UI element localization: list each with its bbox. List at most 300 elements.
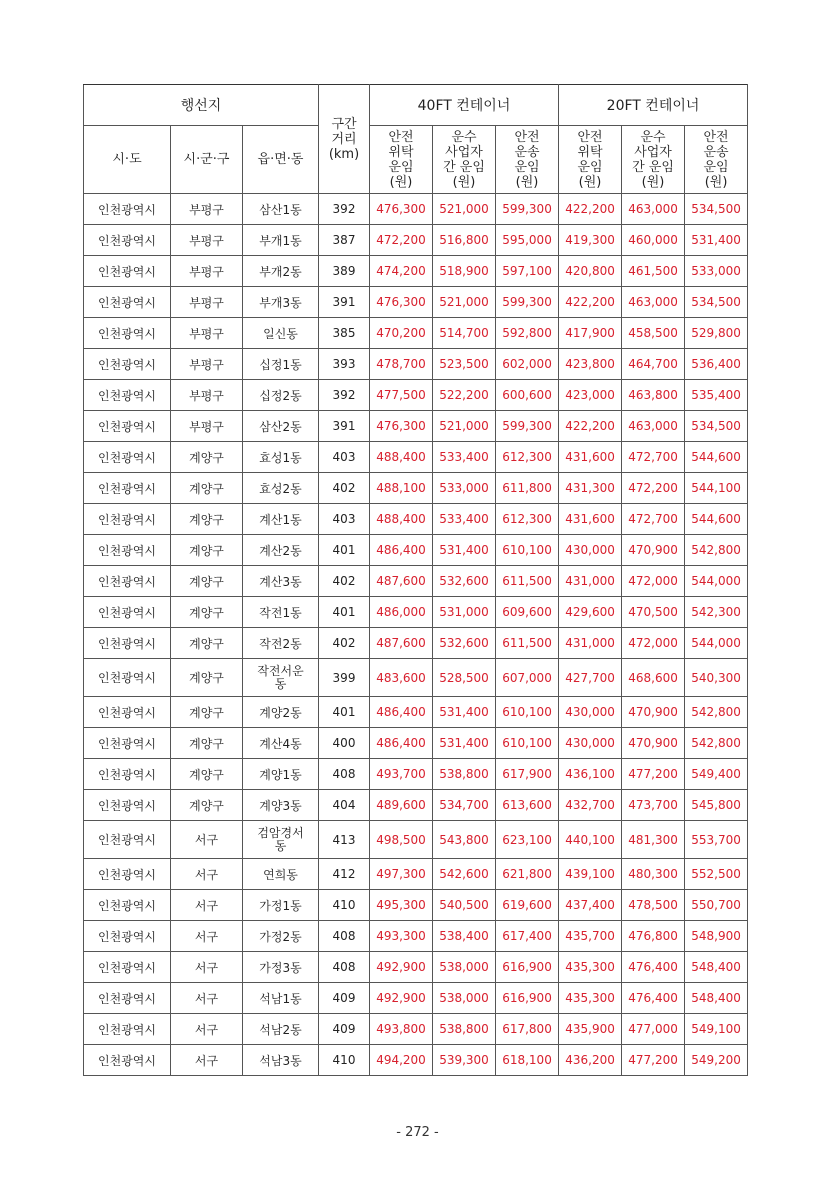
sigungu-header: 시·군·구 [171, 126, 243, 194]
20ft-consign-fare-cell: 422,200 [559, 411, 622, 442]
20ft-consign-fare-cell: 437,400 [559, 890, 622, 921]
sido-cell: 인천광역시 [84, 411, 171, 442]
20ft-transport-fare-cell: 548,900 [685, 921, 748, 952]
20ft-carrier-fare-cell: 464,700 [622, 349, 685, 380]
20ft-carrier-fare-cell: 476,400 [622, 983, 685, 1014]
20ft-carrier-fare-cell: 472,200 [622, 473, 685, 504]
40ft-transport-fare-cell: 623,100 [496, 821, 559, 859]
20ft-carrier-fare-cell: 480,300 [622, 859, 685, 890]
distance-cell: 409 [319, 983, 370, 1014]
20ft-transport-fare-cell: 540,300 [685, 659, 748, 697]
40ft-carrier-fare-cell: 540,500 [433, 890, 496, 921]
40ft-transport-fare-cell: 612,300 [496, 442, 559, 473]
table-row [84, 225, 748, 256]
distance-cell: 408 [319, 759, 370, 790]
20ft-consign-fare-cell: 431,000 [559, 566, 622, 597]
table-row [84, 597, 748, 628]
distance-cell: 404 [319, 790, 370, 821]
40ft-transport-fare-cell: 600,600 [496, 380, 559, 411]
dong-cell: 석남2동 [243, 1014, 319, 1045]
20ft-consign-fare-cell: 429,600 [559, 597, 622, 628]
distance-cell: 402 [319, 628, 370, 659]
sigungu-cell: 서구 [171, 983, 243, 1014]
40ft-consign-fare-cell: 476,300 [370, 287, 433, 318]
40ft-carrier-fare-cell: 534,700 [433, 790, 496, 821]
sigungu-cell: 부평구 [171, 380, 243, 411]
20ft-consign-fare-cell: 419,300 [559, 225, 622, 256]
40ft-carrier-fare-cell: 533,400 [433, 442, 496, 473]
20ft-transport-fare-cell: 534,500 [685, 287, 748, 318]
table-row [84, 921, 748, 952]
40ft-consign-fare-cell: 493,800 [370, 1014, 433, 1045]
dong-cell: 계양3동 [243, 790, 319, 821]
distance-cell: 403 [319, 442, 370, 473]
table-row [84, 566, 748, 597]
table-row [84, 790, 748, 821]
20ft-transport-fare-cell: 553,700 [685, 821, 748, 859]
table-row [84, 697, 748, 728]
20ft-consign-fare-cell: 430,000 [559, 697, 622, 728]
dong-cell: 계산2동 [243, 535, 319, 566]
dong-cell: 작전2동 [243, 628, 319, 659]
20ft-transport-fare-cell: 544,600 [685, 504, 748, 535]
40ft-carrier-fare-cell: 538,400 [433, 921, 496, 952]
dong-cell: 일신동 [243, 318, 319, 349]
20ft-transport-fare-cell: 550,700 [685, 890, 748, 921]
sido-cell: 인천광역시 [84, 225, 171, 256]
sigungu-cell: 계양구 [171, 504, 243, 535]
20ft-carrier-fare-cell: 477,000 [622, 1014, 685, 1045]
sigungu-cell: 계양구 [171, 442, 243, 473]
20ft-consign-fare-cell: 436,100 [559, 759, 622, 790]
40ft-transport-fare-cell: 617,800 [496, 1014, 559, 1045]
20ft-carrier-fare-cell: 476,800 [622, 921, 685, 952]
sido-cell: 인천광역시 [84, 659, 171, 697]
20ft-consign-fare-cell: 422,200 [559, 287, 622, 318]
sido-cell: 인천광역시 [84, 256, 171, 287]
sido-cell: 인천광역시 [84, 287, 171, 318]
table-row [84, 728, 748, 759]
table-row [84, 287, 748, 318]
20ft-carrier-fare-cell: 476,400 [622, 952, 685, 983]
40ft-transport-fare-cell: 611,500 [496, 628, 559, 659]
20ft-consign-fare-header: 안전 위탁 운임 (원) [559, 126, 622, 194]
sido-cell: 인천광역시 [84, 983, 171, 1014]
40ft-consign-fare-cell: 486,400 [370, 697, 433, 728]
40ft-transport-fare-cell: 617,900 [496, 759, 559, 790]
table-row [84, 442, 748, 473]
20ft-consign-fare-cell: 431,600 [559, 442, 622, 473]
table-row [84, 859, 748, 890]
40ft-consign-fare-cell: 477,500 [370, 380, 433, 411]
table-row [84, 628, 748, 659]
destination-header: 행선지 [84, 85, 319, 126]
40ft-carrier-fare-cell: 528,500 [433, 659, 496, 697]
table-row [84, 194, 748, 225]
dong-cell: 부개2동 [243, 256, 319, 287]
40ft-carrier-fare-cell: 523,500 [433, 349, 496, 380]
distance-cell: 402 [319, 473, 370, 504]
20ft-carrier-fare-cell: 478,500 [622, 890, 685, 921]
sido-cell: 인천광역시 [84, 566, 171, 597]
sido-cell: 인천광역시 [84, 380, 171, 411]
40ft-carrier-fare-cell: 521,000 [433, 287, 496, 318]
20ft-carrier-fare-cell: 472,000 [622, 566, 685, 597]
40ft-carrier-fare-cell: 533,000 [433, 473, 496, 504]
sido-cell: 인천광역시 [84, 859, 171, 890]
40ft-consign-fare-cell: 488,400 [370, 504, 433, 535]
table-row [84, 952, 748, 983]
sigungu-cell: 계양구 [171, 473, 243, 504]
sigungu-cell: 계양구 [171, 790, 243, 821]
40ft-consign-fare-cell: 478,700 [370, 349, 433, 380]
40ft-consign-fare-cell: 476,300 [370, 411, 433, 442]
40ft-transport-fare-cell: 616,900 [496, 952, 559, 983]
40ft-consign-fare-cell: 470,200 [370, 318, 433, 349]
sido-cell: 인천광역시 [84, 318, 171, 349]
40ft-carrier-fare-cell: 514,700 [433, 318, 496, 349]
distance-cell: 408 [319, 952, 370, 983]
20ft-carrier-fare-cell: 461,500 [622, 256, 685, 287]
20ft-transport-fare-cell: 533,000 [685, 256, 748, 287]
table-row [84, 1014, 748, 1045]
distance-cell: 391 [319, 411, 370, 442]
40ft-carrier-fare-cell: 538,000 [433, 952, 496, 983]
40ft-carrier-fare-cell: 533,400 [433, 504, 496, 535]
20ft-carrier-fare-cell: 470,500 [622, 597, 685, 628]
40ft-consign-fare-cell: 487,600 [370, 628, 433, 659]
sido-cell: 인천광역시 [84, 1045, 171, 1076]
40ft-consign-fare-cell: 498,500 [370, 821, 433, 859]
distance-cell: 401 [319, 535, 370, 566]
20ft-carrier-fare-cell: 463,000 [622, 411, 685, 442]
dong-cell: 작전1동 [243, 597, 319, 628]
20ft-transport-fare-cell: 548,400 [685, 952, 748, 983]
20ft-consign-fare-cell: 431,600 [559, 504, 622, 535]
40ft-transport-fare-cell: 607,000 [496, 659, 559, 697]
20ft-transport-fare-cell: 534,500 [685, 411, 748, 442]
20ft-transport-fare-cell: 531,400 [685, 225, 748, 256]
table-row [84, 983, 748, 1014]
40ft-transport-fare-cell: 611,500 [496, 566, 559, 597]
20ft-consign-fare-cell: 431,000 [559, 628, 622, 659]
40ft-carrier-fare-cell: 531,400 [433, 535, 496, 566]
20ft-consign-fare-cell: 435,900 [559, 1014, 622, 1045]
sigungu-cell: 서구 [171, 1045, 243, 1076]
sido-header: 시·도 [84, 126, 171, 194]
table-row [84, 759, 748, 790]
20ft-transport-fare-cell: 535,400 [685, 380, 748, 411]
40ft-carrier-fare-cell: 531,000 [433, 597, 496, 628]
40ft-transport-fare-cell: 611,800 [496, 473, 559, 504]
40ft-transport-fare-cell: 612,300 [496, 504, 559, 535]
table-row [84, 380, 748, 411]
40ft-transport-fare-cell: 599,300 [496, 287, 559, 318]
table-row [84, 411, 748, 442]
dong-cell: 석남1동 [243, 983, 319, 1014]
40ft-carrier-fare-cell: 532,600 [433, 566, 496, 597]
40ft-consign-fare-cell: 495,300 [370, 890, 433, 921]
40ft-transport-fare-cell: 610,100 [496, 728, 559, 759]
sigungu-cell: 서구 [171, 921, 243, 952]
fare-table [83, 84, 748, 1076]
distance-cell: 412 [319, 859, 370, 890]
20ft-transport-fare-cell: 549,100 [685, 1014, 748, 1045]
40ft-transport-fare-cell: 617,400 [496, 921, 559, 952]
sido-cell: 인천광역시 [84, 628, 171, 659]
20ft-consign-fare-cell: 430,000 [559, 535, 622, 566]
40ft-consign-fare-cell: 488,400 [370, 442, 433, 473]
fare-table-body [84, 194, 748, 1076]
40ft-transport-fare-cell: 616,900 [496, 983, 559, 1014]
20ft-carrier-fare-cell: 468,600 [622, 659, 685, 697]
20ft-carrier-fare-cell: 473,700 [622, 790, 685, 821]
40ft-consign-fare-cell: 497,300 [370, 859, 433, 890]
sido-cell: 인천광역시 [84, 759, 171, 790]
container-20ft-header: 20FT 컨테이너 [559, 85, 748, 126]
40ft-transport-fare-cell: 602,000 [496, 349, 559, 380]
20ft-carrier-fare-cell: 472,000 [622, 628, 685, 659]
20ft-carrier-fare-cell: 477,200 [622, 759, 685, 790]
40ft-consign-fare-cell: 493,300 [370, 921, 433, 952]
20ft-consign-fare-cell: 435,700 [559, 921, 622, 952]
40ft-carrier-fare-cell: 516,800 [433, 225, 496, 256]
dong-cell: 삼산2동 [243, 411, 319, 442]
container-40ft-header: 40FT 컨테이너 [370, 85, 559, 126]
distance-cell: 402 [319, 566, 370, 597]
40ft-consign-fare-cell: 492,900 [370, 952, 433, 983]
dong-cell: 계산4동 [243, 728, 319, 759]
40ft-transport-fare-header: 안전 운송 운임 (원) [496, 126, 559, 194]
40ft-carrier-fare-cell: 531,400 [433, 728, 496, 759]
sigungu-cell: 계양구 [171, 566, 243, 597]
40ft-consign-fare-cell: 486,400 [370, 535, 433, 566]
sigungu-cell: 서구 [171, 859, 243, 890]
dong-cell: 십정1동 [243, 349, 319, 380]
40ft-carrier-fare-cell: 539,300 [433, 1045, 496, 1076]
sigungu-cell: 부평구 [171, 411, 243, 442]
20ft-transport-fare-cell: 529,800 [685, 318, 748, 349]
sigungu-cell: 서구 [171, 1014, 243, 1045]
sigungu-cell: 부평구 [171, 194, 243, 225]
20ft-transport-fare-cell: 542,800 [685, 535, 748, 566]
table-row [84, 535, 748, 566]
eupmyeondong-header: 읍·면·동 [243, 126, 319, 194]
page-number: - 272 - [396, 1125, 439, 1140]
sigungu-cell: 계양구 [171, 697, 243, 728]
20ft-transport-fare-cell: 544,600 [685, 442, 748, 473]
distance-cell: 392 [319, 194, 370, 225]
20ft-consign-fare-cell: 440,100 [559, 821, 622, 859]
40ft-consign-fare-cell: 487,600 [370, 566, 433, 597]
20ft-consign-fare-cell: 431,300 [559, 473, 622, 504]
distance-cell: 385 [319, 318, 370, 349]
distance-cell: 408 [319, 921, 370, 952]
40ft-consign-fare-cell: 489,600 [370, 790, 433, 821]
40ft-transport-fare-cell: 599,300 [496, 411, 559, 442]
dong-cell: 연희동 [243, 859, 319, 890]
20ft-consign-fare-cell: 422,200 [559, 194, 622, 225]
table-row [84, 821, 748, 859]
40ft-transport-fare-cell: 597,100 [496, 256, 559, 287]
40ft-transport-fare-cell: 621,800 [496, 859, 559, 890]
40ft-consign-fare-cell: 493,700 [370, 759, 433, 790]
dong-cell: 계산3동 [243, 566, 319, 597]
40ft-carrier-fare-cell: 521,000 [433, 194, 496, 225]
20ft-consign-fare-cell: 427,700 [559, 659, 622, 697]
sido-cell: 인천광역시 [84, 728, 171, 759]
40ft-carrier-fare-cell: 542,600 [433, 859, 496, 890]
40ft-carrier-fare-cell: 522,200 [433, 380, 496, 411]
20ft-transport-fare-cell: 542,800 [685, 728, 748, 759]
40ft-transport-fare-cell: 610,100 [496, 535, 559, 566]
distance-header: 구간 거리 (km) [319, 85, 370, 194]
distance-cell: 410 [319, 1045, 370, 1076]
dong-cell: 십정2동 [243, 380, 319, 411]
sigungu-cell: 계양구 [171, 759, 243, 790]
sido-cell: 인천광역시 [84, 921, 171, 952]
40ft-consign-fare-cell: 483,600 [370, 659, 433, 697]
sigungu-cell: 서구 [171, 821, 243, 859]
distance-cell: 391 [319, 287, 370, 318]
20ft-transport-fare-cell: 534,500 [685, 194, 748, 225]
40ft-consign-fare-cell: 492,900 [370, 983, 433, 1014]
40ft-transport-fare-cell: 609,600 [496, 597, 559, 628]
40ft-carrier-fare-cell: 538,000 [433, 983, 496, 1014]
distance-cell: 392 [319, 380, 370, 411]
sido-cell: 인천광역시 [84, 597, 171, 628]
distance-cell: 393 [319, 349, 370, 380]
40ft-consign-fare-header: 안전 위탁 운임 (원) [370, 126, 433, 194]
table-row [84, 473, 748, 504]
sigungu-cell: 서구 [171, 952, 243, 983]
20ft-transport-fare-cell: 542,800 [685, 697, 748, 728]
distance-cell: 413 [319, 821, 370, 859]
sigungu-cell: 계양구 [171, 728, 243, 759]
40ft-carrier-fare-cell: 532,600 [433, 628, 496, 659]
sido-cell: 인천광역시 [84, 504, 171, 535]
20ft-consign-fare-cell: 439,100 [559, 859, 622, 890]
sigungu-cell: 부평구 [171, 318, 243, 349]
20ft-carrier-fare-cell: 463,800 [622, 380, 685, 411]
table-row [84, 349, 748, 380]
dong-cell: 석남3동 [243, 1045, 319, 1076]
dong-cell: 작전서운 동 [243, 659, 319, 697]
sido-cell: 인천광역시 [84, 442, 171, 473]
dong-cell: 효성1동 [243, 442, 319, 473]
40ft-transport-fare-cell: 595,000 [496, 225, 559, 256]
sigungu-cell: 부평구 [171, 256, 243, 287]
dong-cell: 부개3동 [243, 287, 319, 318]
sigungu-cell: 계양구 [171, 535, 243, 566]
sido-cell: 인천광역시 [84, 821, 171, 859]
sido-cell: 인천광역시 [84, 952, 171, 983]
sido-cell: 인천광역시 [84, 1014, 171, 1045]
20ft-carrier-fare-cell: 481,300 [622, 821, 685, 859]
20ft-carrier-fare-cell: 477,200 [622, 1045, 685, 1076]
40ft-carrier-fare-cell: 543,800 [433, 821, 496, 859]
40ft-carrier-fare-cell: 538,800 [433, 1014, 496, 1045]
20ft-carrier-fare-cell: 460,000 [622, 225, 685, 256]
sido-cell: 인천광역시 [84, 697, 171, 728]
dong-cell: 계양1동 [243, 759, 319, 790]
40ft-carrier-fare-cell: 538,800 [433, 759, 496, 790]
20ft-carrier-fare-header: 운수 사업자 간 운임 (원) [622, 126, 685, 194]
sigungu-cell: 부평구 [171, 225, 243, 256]
20ft-carrier-fare-cell: 472,700 [622, 504, 685, 535]
40ft-consign-fare-cell: 486,400 [370, 728, 433, 759]
20ft-transport-fare-cell: 544,100 [685, 473, 748, 504]
20ft-consign-fare-cell: 420,800 [559, 256, 622, 287]
table-row [84, 256, 748, 287]
40ft-consign-fare-cell: 472,200 [370, 225, 433, 256]
table-row [84, 890, 748, 921]
20ft-transport-fare-cell: 542,300 [685, 597, 748, 628]
20ft-transport-fare-cell: 552,500 [685, 859, 748, 890]
sido-cell: 인천광역시 [84, 790, 171, 821]
40ft-carrier-fare-cell: 531,400 [433, 697, 496, 728]
40ft-consign-fare-cell: 488,100 [370, 473, 433, 504]
40ft-transport-fare-cell: 618,100 [496, 1045, 559, 1076]
20ft-transport-fare-header: 안전 운송 운임 (원) [685, 126, 748, 194]
distance-cell: 389 [319, 256, 370, 287]
sigungu-cell: 서구 [171, 890, 243, 921]
distance-cell: 401 [319, 697, 370, 728]
40ft-transport-fare-cell: 613,600 [496, 790, 559, 821]
sigungu-cell: 계양구 [171, 597, 243, 628]
20ft-carrier-fare-cell: 472,700 [622, 442, 685, 473]
dong-cell: 부개1동 [243, 225, 319, 256]
20ft-consign-fare-cell: 435,300 [559, 983, 622, 1014]
sido-cell: 인천광역시 [84, 473, 171, 504]
sigungu-cell: 계양구 [171, 659, 243, 697]
40ft-carrier-fare-cell: 518,900 [433, 256, 496, 287]
20ft-consign-fare-cell: 436,200 [559, 1045, 622, 1076]
20ft-carrier-fare-cell: 463,000 [622, 287, 685, 318]
distance-cell: 399 [319, 659, 370, 697]
dong-cell: 검암경서 동 [243, 821, 319, 859]
sido-cell: 인천광역시 [84, 535, 171, 566]
table-row [84, 318, 748, 349]
table-row [84, 659, 748, 697]
dong-cell: 가정2동 [243, 921, 319, 952]
20ft-transport-fare-cell: 549,200 [685, 1045, 748, 1076]
40ft-carrier-fare-header: 운수 사업자 간 운임 (원) [433, 126, 496, 194]
20ft-consign-fare-cell: 430,000 [559, 728, 622, 759]
20ft-transport-fare-cell: 549,400 [685, 759, 748, 790]
dong-cell: 계양2동 [243, 697, 319, 728]
20ft-transport-fare-cell: 548,400 [685, 983, 748, 1014]
20ft-carrier-fare-cell: 458,500 [622, 318, 685, 349]
distance-cell: 401 [319, 597, 370, 628]
20ft-consign-fare-cell: 435,300 [559, 952, 622, 983]
distance-cell: 403 [319, 504, 370, 535]
sigungu-cell: 부평구 [171, 349, 243, 380]
distance-cell: 409 [319, 1014, 370, 1045]
sido-cell: 인천광역시 [84, 194, 171, 225]
40ft-consign-fare-cell: 476,300 [370, 194, 433, 225]
table-row [84, 1045, 748, 1076]
dong-cell: 가정1동 [243, 890, 319, 921]
distance-cell: 410 [319, 890, 370, 921]
20ft-transport-fare-cell: 536,400 [685, 349, 748, 380]
20ft-carrier-fare-cell: 463,000 [622, 194, 685, 225]
40ft-carrier-fare-cell: 521,000 [433, 411, 496, 442]
sido-cell: 인천광역시 [84, 890, 171, 921]
20ft-consign-fare-cell: 417,900 [559, 318, 622, 349]
sigungu-cell: 계양구 [171, 628, 243, 659]
40ft-transport-fare-cell: 610,100 [496, 697, 559, 728]
